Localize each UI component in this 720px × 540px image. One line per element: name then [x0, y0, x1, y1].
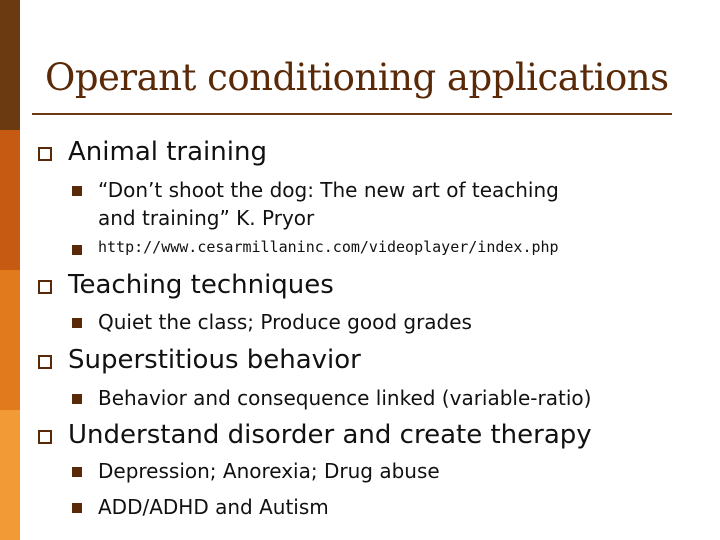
square-bullet-icon	[38, 430, 52, 444]
bullet-animal-training: Animal training	[68, 137, 267, 167]
square-bullet-icon	[38, 280, 52, 294]
sub-bullet-book: “Don’t shoot the dog: The new art of teaching	[98, 178, 559, 202]
sub-bullet-link[interactable]: http://www.cesarmillaninc.com/videoplayer/index.php	[98, 238, 559, 256]
filled-bullet-icon	[72, 394, 82, 404]
bullet-superstitious-behavior: Superstitious behavior	[68, 345, 361, 375]
slide-title: Operant conditioning applications	[45, 56, 669, 99]
sub-bullet-quiet-class: Quiet the class; Produce good grades	[98, 310, 472, 334]
bullet-understand-disorder: Understand disorder and create therapy	[68, 420, 592, 450]
sub-bullet-depression: Depression; Anorexia; Drug abuse	[98, 459, 440, 483]
bullet-teaching-techniques: Teaching techniques	[68, 270, 334, 300]
sub-bullet-behavior-consequence: Behavior and consequence linked (variable-ratio)	[98, 386, 592, 410]
square-bullet-icon	[38, 355, 52, 369]
filled-bullet-icon	[72, 318, 82, 328]
sub-bullet-adhd-autism: ADD/ADHD and Autism	[98, 495, 329, 519]
filled-bullet-icon	[72, 503, 82, 513]
sub-bullet-book-continued: and training” K. Pryor	[98, 206, 315, 230]
filled-bullet-icon	[72, 467, 82, 477]
filled-bullet-icon	[72, 186, 82, 196]
filled-bullet-icon	[72, 245, 82, 255]
square-bullet-icon	[38, 147, 52, 161]
